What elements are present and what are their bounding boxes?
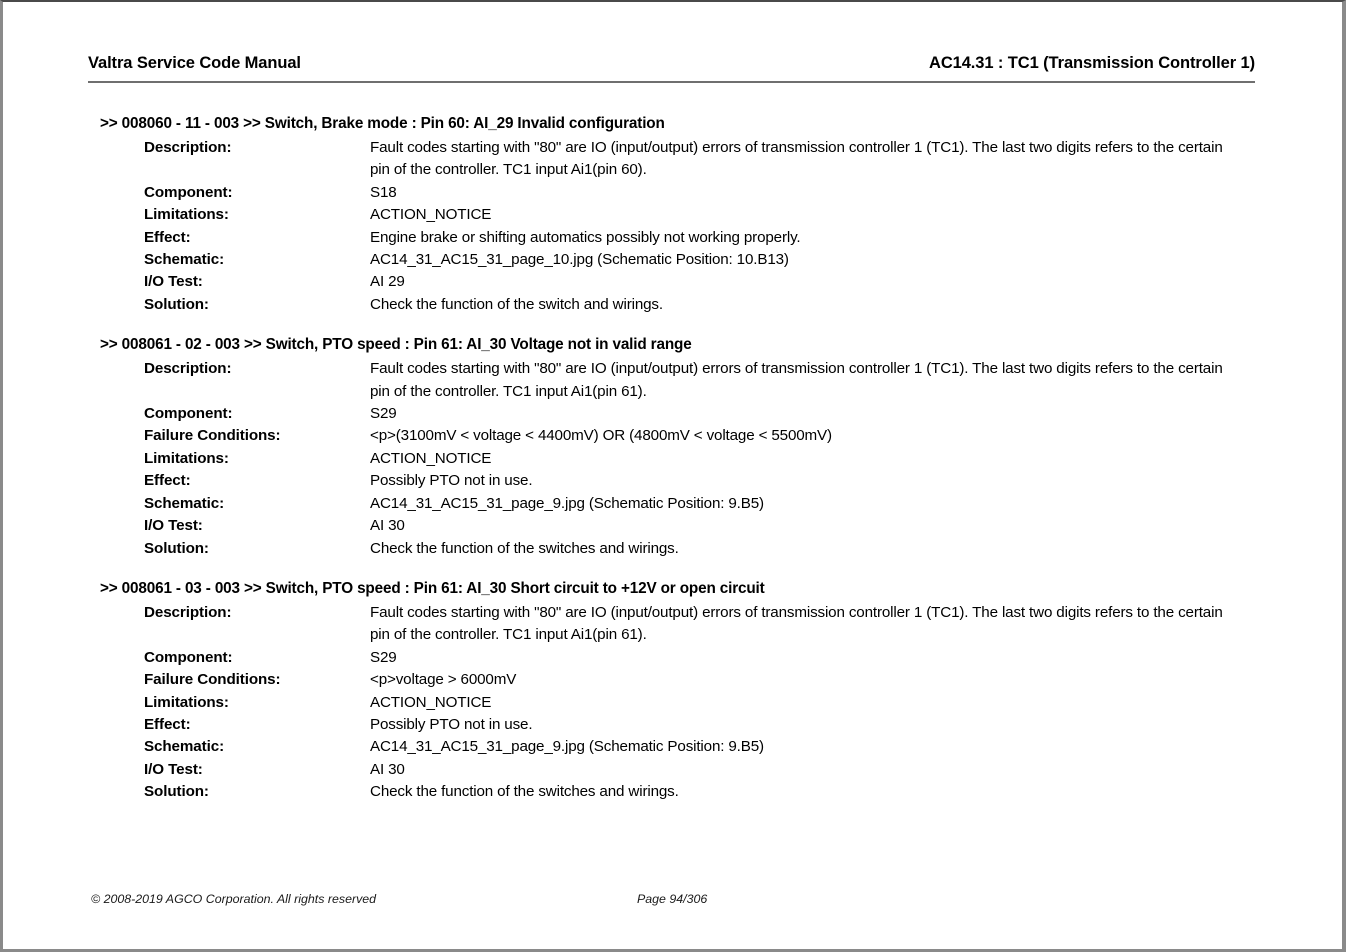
field-value: AI 29 <box>370 273 405 291</box>
field-label: I/O Test: <box>144 273 203 291</box>
field-value: Check the function of the switch and wirings. <box>370 295 663 313</box>
fault-code-title: >> 008060 - 11 - 003 >> Switch, Brake mode : Pin 60: AI_29 Invalid configuration <box>100 115 665 132</box>
field-row <box>3 204 1342 226</box>
field-label: Description: <box>144 603 232 621</box>
fault-code-field-table <box>3 602 1342 804</box>
field-value: S18 <box>370 183 397 201</box>
field-row <box>3 538 1342 560</box>
field-value: AC14_31_AC15_31_page_10.jpg (Schematic Position: 10.B13) <box>370 251 789 269</box>
field-row <box>3 403 1342 425</box>
fault-code-title: >> 008061 - 02 - 003 >> Switch, PTO speed : Pin 61: AI_30 Voltage not in valid range <box>100 336 692 354</box>
field-row <box>3 602 1342 647</box>
field-label: Component: <box>144 183 233 201</box>
field-label: I/O Test: <box>144 760 203 778</box>
field-value: S29 <box>370 648 397 666</box>
field-label: Failure Conditions: <box>144 427 281 445</box>
header-manual-title: Valtra Service Code Manual <box>88 54 301 72</box>
field-value: AC14_31_AC15_31_page_9.jpg (Schematic Position: 9.B5) <box>370 738 764 756</box>
field-row <box>3 249 1342 271</box>
fault-code-entry-list <box>3 114 1342 823</box>
field-label: Solution: <box>144 783 209 801</box>
field-label: Failure Conditions: <box>144 671 281 689</box>
field-row <box>3 137 1342 182</box>
field-value: <p>voltage > 6000mV <box>370 671 517 689</box>
field-label: Schematic: <box>144 494 225 512</box>
field-value: Fault codes starting with "80" are IO (input/output) errors of transmission controller 1 (TC1). The last two digits refers to the certain pin of the controller. TC1 input Ai1(pin 61). <box>370 603 1223 644</box>
field-value: AC14_31_AC15_31_page_9.jpg (Schematic Position: 9.B5) <box>370 494 764 512</box>
field-row <box>3 781 1342 803</box>
field-value: Check the function of the switches and wirings. <box>370 539 679 557</box>
field-label: Limitations: <box>144 206 229 224</box>
field-row <box>3 271 1342 293</box>
fault-code-title: >> 008061 - 03 - 003 >> Switch, PTO speed : Pin 61: AI_30 Short circuit to +12V or open circuit <box>100 579 765 597</box>
field-row <box>3 669 1342 691</box>
field-value: AI 30 <box>370 517 405 535</box>
field-label: Description: <box>144 139 232 156</box>
field-value: Possibly PTO not in use. <box>370 715 533 733</box>
field-value: ACTION_NOTICE <box>370 449 492 467</box>
field-label: Component: <box>144 648 233 666</box>
header-divider <box>88 81 1255 83</box>
field-value: ACTION_NOTICE <box>370 693 492 711</box>
field-label: Schematic: <box>144 738 225 756</box>
fault-code-entry <box>3 114 1342 316</box>
field-label: Solution: <box>144 539 209 557</box>
field-value: <p>(3100mV < voltage < 4400mV) OR (4800mV < voltage < 5500mV) <box>370 427 832 445</box>
field-row <box>3 515 1342 537</box>
header-section-title: AC14.31 : TC1 (Transmission Controller 1) <box>929 54 1255 72</box>
fault-code-entry <box>3 579 1342 804</box>
fault-code-entry <box>3 335 1342 560</box>
running-header <box>88 54 1255 73</box>
field-row <box>3 448 1342 470</box>
footer-page-number: Page 94/306 <box>637 892 708 906</box>
field-value: Check the function of the switches and wirings. <box>370 783 679 801</box>
field-row <box>3 470 1342 492</box>
field-label: Effect: <box>144 715 191 733</box>
field-row <box>3 294 1342 316</box>
field-row <box>3 692 1342 714</box>
field-label: Effect: <box>144 472 191 490</box>
field-value: Fault codes starting with "80" are IO (input/output) errors of transmission controller 1 (TC1). The last two digits refers to the certain pin of the controller. TC1 input Ai1(pin 60). <box>370 139 1223 179</box>
field-row <box>3 493 1342 515</box>
field-row <box>3 759 1342 781</box>
field-label: Limitations: <box>144 693 229 711</box>
page-content-area <box>3 2 1342 949</box>
fault-code-field-table <box>3 358 1342 560</box>
field-row <box>3 736 1342 758</box>
field-value: Fault codes starting with "80" are IO (input/output) errors of transmission controller 1 (TC1). The last two digits refers to the certain pin of the controller. TC1 input Ai1(pin 61). <box>370 360 1223 400</box>
field-label: Component: <box>144 405 233 423</box>
field-row <box>3 227 1342 249</box>
fault-code-field-table <box>3 137 1342 316</box>
field-label: Effect: <box>144 228 191 246</box>
field-row <box>3 182 1342 204</box>
field-label: Solution: <box>144 295 209 313</box>
field-row <box>3 647 1342 669</box>
footer-copyright: © 2008-2019 AGCO Corporation. All rights reserved <box>91 892 377 906</box>
field-label: Schematic: <box>144 251 225 269</box>
field-value: S29 <box>370 405 397 423</box>
field-label: I/O Test: <box>144 517 203 535</box>
field-row <box>3 714 1342 736</box>
field-row <box>3 425 1342 447</box>
field-label: Limitations: <box>144 449 229 467</box>
field-value: Engine brake or shifting automatics possibly not working properly. <box>370 228 801 246</box>
field-label: Description: <box>144 360 232 378</box>
field-value: Possibly PTO not in use. <box>370 472 533 490</box>
field-value: AI 30 <box>370 760 405 778</box>
field-row <box>3 358 1342 403</box>
field-value: ACTION_NOTICE <box>370 206 492 224</box>
